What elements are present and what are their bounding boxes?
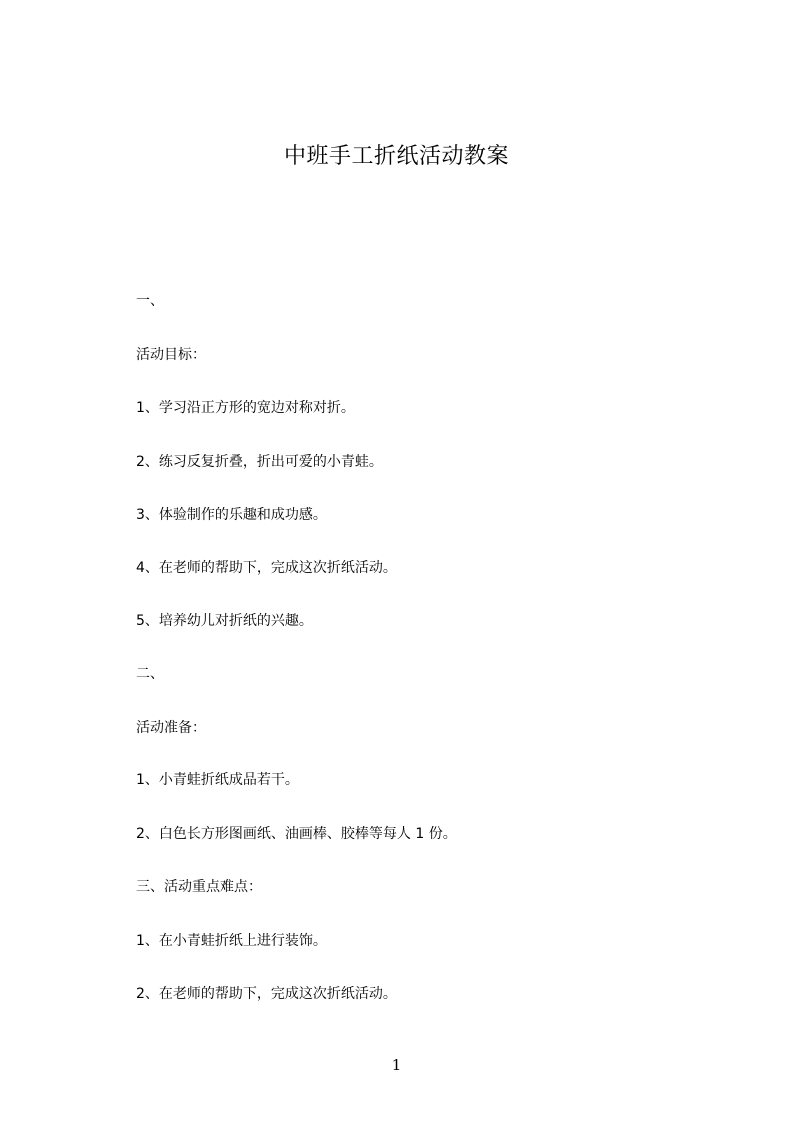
key-point-item-2: 2、在老师的帮助下，完成这次折纸活动。 [136, 986, 397, 1002]
document-title: 中班手工折纸活动教案 [283, 144, 509, 169]
goal-item-1: 1、学习沿正方形的宽边对称对折。 [136, 400, 355, 416]
section-subheading-goals: 活动目标： [136, 347, 206, 363]
preparation-item-2: 2、白色长方形图画纸、油画棒、胶棒等每人 1 份。 [136, 826, 457, 842]
goal-item-2: 2、练习反复折叠，折出可爱的小青蛙。 [136, 454, 383, 470]
section-heading-3: 三、活动重点难点： [136, 879, 262, 895]
goal-item-3: 3、体验制作的乐趣和成功感。 [136, 507, 327, 523]
section-subheading-preparation: 活动准备： [136, 720, 206, 736]
section-heading-1: 一、 [136, 293, 164, 309]
section-heading-2: 二、 [136, 666, 164, 682]
key-point-item-1: 1、在小青蛙折纸上进行装饰。 [136, 933, 327, 949]
goal-item-5: 5、培养幼儿对折纸的兴趣。 [136, 613, 313, 629]
page-number: 1 [391, 1056, 402, 1074]
goal-item-4: 4、在老师的帮助下，完成这次折纸活动。 [136, 560, 397, 576]
preparation-item-1: 1、小青蛙折纸成品若干。 [136, 772, 299, 788]
